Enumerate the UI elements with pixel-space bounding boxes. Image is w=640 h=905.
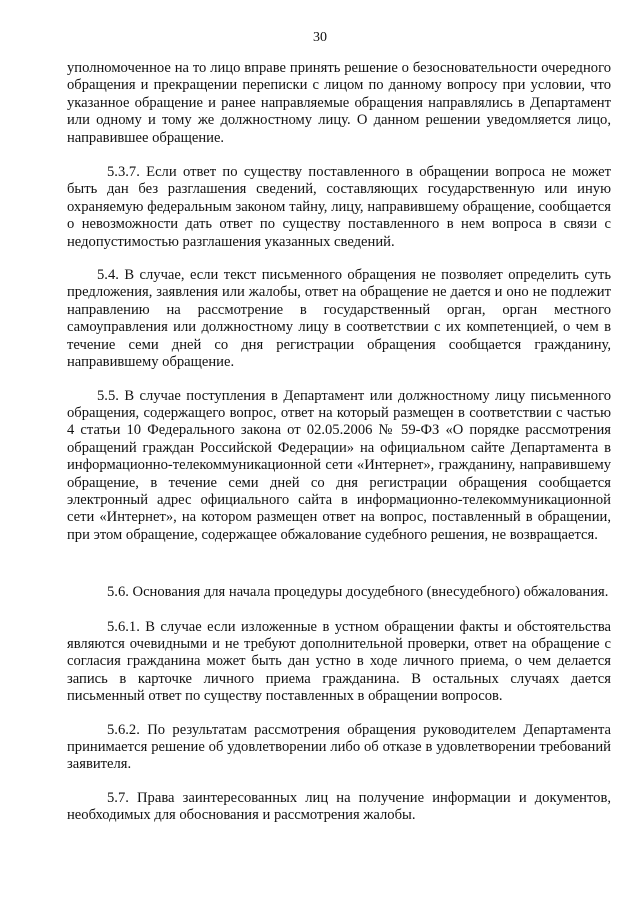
paragraph-5-4: 5.4. В случае, если текст письменного обращения не позволяет определить суть предложения, заявления или жалобы, ответ на обращение не дается и оно не подлежит направлению на рассмотрение в государственный орган, орган местного самоуправления или должностному лицу в соответствии с их компетенцией, о чем в течение семи дней со дня регистрации обращения сообщается гражданину, направившему обращение. (67, 267, 611, 371)
paragraph-5-7: 5.7. Права заинтересованных лиц на получение информации и документов, необходимых для обоснования и рассмотрения жалобы. (67, 789, 611, 824)
paragraph-5-6-1: 5.6.1. В случае если изложенные в устном обращении факты и обстоятельства являются очевидными и не требуют дополнительной проверки, ответ на обращение с согласия гражданина может быть дан устно в ходе личного приема, о чем делается запись в карточке личного приема гражданина. В остальных случаях дается письменный ответ по существу поставленных в обращении вопросов. (67, 618, 611, 705)
document-body (67, 60, 611, 825)
page-number: 30 (313, 30, 327, 45)
paragraph-continuation: уполномоченное на то лицо вправе принять решение о безосновательности очередного обращения и прекращении переписки с лицом по данному вопросу при условии, что указанное обращение и ранее направляемые обращения направлялись в Департамент или одному и тому же должностному лицу. О данном решении уведомляется лицо, направившее обращение. (67, 60, 611, 146)
paragraph-5-3-7: 5.3.7. Если ответ по существу поставленного в обращении вопроса не может быть дан без разглашения сведений, составляющих государственную или иную охраняемую федеральным законом тайну, лицу, направившему обращение, сообщается о невозможности дать ответ по существу поставленного в нем вопроса в связи с недопустимостью разглашения указанных сведений. (67, 164, 611, 250)
paragraph-5-6: 5.6. Основания для начала процедуры досудебного (внесудебного) обжалования. (107, 584, 609, 601)
paragraph-5-6-2: 5.6.2. По результатам рассмотрения обращения руководителем Департамента принимается решение об удовлетворении либо об отказе в удовлетворении требований заявителя. (67, 721, 611, 773)
paragraph-5-5: 5.5. В случае поступления в Департамент или должностному лицу письменного обращения, содержащего вопрос, ответ на который размещен в соответствии с частью 4 статьи 10 Федерального закона от 02.05.2006 № 59-ФЗ «О порядке рассмотрения обращений граждан Российской Федерации» на официальном сайте Департамента в информационно-телекоммуникационной сети «Интернет», гражданину, направившему обращение, в течение семи дней со дня регистрации обращения сообщается электронный адрес официального сайта в информационно-телекоммуникационной сети «Интернет», на котором размещен ответ на вопрос, поставленный в обращении, при этом обращение, содержащее обжалование судебного решения, не возвращается. (67, 387, 611, 543)
